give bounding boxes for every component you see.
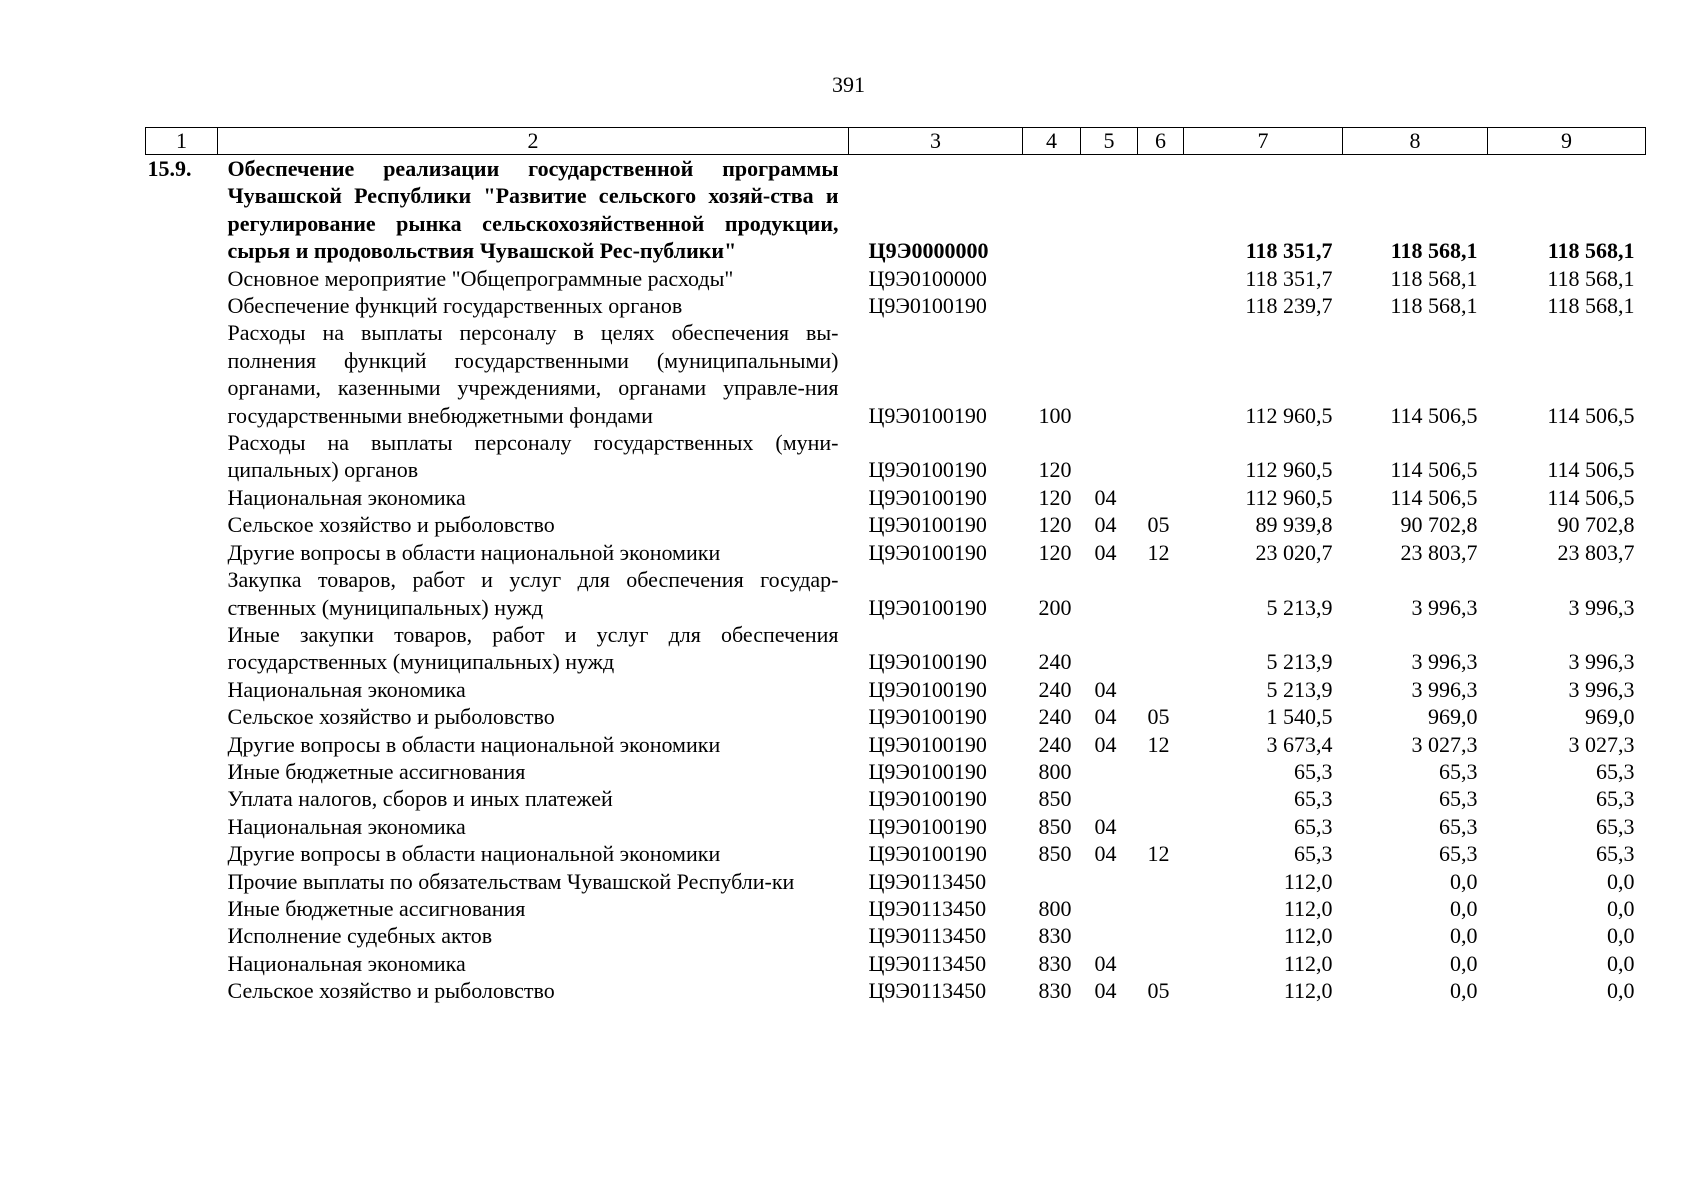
row-amount-col8: 90 702,8 (1400, 512, 1478, 538)
row-expense-type: 240 (1038, 704, 1072, 730)
row-number (146, 319, 218, 429)
row-amount-col8: 114 506,5 (1390, 484, 1478, 510)
row-amount-col7: 23 020,7 (1255, 539, 1333, 565)
table-body (146, 155, 1646, 1005)
row-number (146, 977, 218, 1004)
row-expense-type: 100 (1038, 402, 1072, 428)
row-amount-col9: 65,3 (1596, 841, 1635, 867)
row-amount-col8: 969,0 (1428, 704, 1478, 730)
row-code: Ц9Э0100190 (868, 758, 987, 784)
row-amount-col7: 5 213,9 (1266, 676, 1333, 702)
row-section (1081, 868, 1138, 895)
table-row (146, 292, 1646, 319)
header-cell: 9 (1488, 128, 1646, 155)
row-subsection: 12 (1147, 731, 1170, 757)
row-section: 04 (1094, 539, 1117, 565)
row-section (1081, 566, 1138, 621)
row-expense-type: 120 (1038, 539, 1072, 565)
row-expense-type: 120 (1038, 484, 1072, 510)
row-amount-col8: 114 506,5 (1390, 402, 1478, 428)
row-subsection: 12 (1147, 841, 1170, 867)
row-name: Основное мероприятие "Общепрограммные расходы" (227, 265, 734, 291)
table-row (146, 950, 1646, 977)
table-row (146, 977, 1646, 1004)
row-amount-col8: 0,0 (1450, 950, 1478, 976)
row-expense-type: 800 (1038, 895, 1072, 921)
row-amount-col9: 90 702,8 (1557, 512, 1635, 538)
row-amount-col9: 0,0 (1607, 978, 1635, 1004)
row-subsection (1138, 484, 1184, 511)
row-amount-col9: 3 996,3 (1568, 649, 1635, 675)
row-number (146, 950, 218, 977)
row-amount-col7: 65,3 (1294, 786, 1333, 812)
row-section: 04 (1094, 813, 1117, 839)
header-cell: 6 (1138, 128, 1184, 155)
row-amount-col8: 0,0 (1450, 978, 1478, 1004)
header-cell: 7 (1184, 128, 1343, 155)
row-name: Закупка товаров, работ и услуг для обеспечения государ-ственных (муниципальных) нужд (227, 567, 839, 620)
row-code: Ц9Э0100190 (868, 731, 987, 757)
row-subsection: 05 (1147, 978, 1170, 1004)
row-section (1081, 785, 1138, 812)
row-amount-col9: 0,0 (1607, 923, 1635, 949)
row-amount-col9: 118 568,1 (1547, 265, 1635, 291)
row-amount-col7: 112,0 (1283, 950, 1333, 976)
row-amount-col8: 65,3 (1439, 841, 1478, 867)
row-amount-col7: 112 960,5 (1245, 457, 1333, 483)
header-cell: 1 (146, 128, 218, 155)
row-amount-col9: 3 996,3 (1568, 594, 1635, 620)
row-amount-col8: 0,0 (1450, 895, 1478, 921)
row-amount-col9: 118 568,1 (1547, 238, 1635, 264)
row-amount-col9: 114 506,5 (1547, 484, 1635, 510)
row-code: Ц9Э0100190 (868, 786, 987, 812)
row-code: Ц9Э0100190 (868, 402, 987, 428)
row-amount-col7: 112,0 (1283, 868, 1333, 894)
table-row (146, 785, 1646, 812)
row-section (1081, 895, 1138, 922)
row-amount-col7: 1 540,5 (1266, 704, 1333, 730)
row-expense-type: 120 (1038, 512, 1072, 538)
row-amount-col9: 3 027,3 (1568, 731, 1635, 757)
row-name: Национальная экономика (227, 950, 466, 976)
row-amount-col8: 65,3 (1439, 758, 1478, 784)
page-number: 391 (832, 72, 865, 97)
row-amount-col7: 118 351,7 (1245, 238, 1333, 264)
row-subsection (1138, 319, 1184, 429)
row-name: Обеспечение функций государственных органов (227, 293, 683, 319)
row-code: Ц9Э0113450 (868, 868, 987, 894)
row-amount-col8: 118 568,1 (1390, 238, 1478, 264)
table-row (146, 731, 1646, 758)
row-code: Ц9Э0100190 (868, 841, 987, 867)
row-section: 04 (1094, 841, 1117, 867)
row-subsection (1138, 621, 1184, 676)
row-section: 04 (1094, 676, 1117, 702)
row-amount-col7: 5 213,9 (1266, 594, 1333, 620)
row-name: Иные бюджетные ассигнования (227, 895, 526, 921)
row-section: 04 (1094, 704, 1117, 730)
table-row (146, 566, 1646, 621)
row-amount-col8: 3 027,3 (1411, 731, 1478, 757)
row-code: Ц9Э0100190 (868, 512, 987, 538)
row-name: Другие вопросы в области национальной экономики (227, 731, 721, 757)
row-section: 04 (1094, 950, 1117, 976)
row-amount-col8: 118 568,1 (1390, 293, 1478, 319)
row-amount-col7: 112 960,5 (1245, 402, 1333, 428)
row-amount-col7: 65,3 (1294, 813, 1333, 839)
row-code: Ц9Э0113450 (868, 895, 987, 921)
row-number (146, 703, 218, 730)
table-row (146, 429, 1646, 484)
row-number (146, 813, 218, 840)
row-subsection (1138, 922, 1184, 949)
row-expense-type (1023, 265, 1081, 292)
row-amount-col8: 118 568,1 (1390, 265, 1478, 291)
row-name: Другие вопросы в области национальной экономики (227, 539, 721, 565)
table-row (146, 868, 1646, 895)
row-name: Сельское хозяйство и рыболовство (227, 704, 555, 730)
row-number (146, 429, 218, 484)
budget-table (145, 127, 1646, 1005)
row-name: Иные закупки товаров, работ и услуг для обеспечения государственных (муниципальных) нужд (227, 621, 839, 675)
row-number (146, 621, 218, 676)
row-code: Ц9Э0100190 (868, 484, 987, 510)
table-row (146, 155, 1646, 265)
table-row (146, 895, 1646, 922)
row-amount-col8: 65,3 (1439, 786, 1478, 812)
row-name: Сельское хозяйство и рыболовство (227, 978, 555, 1004)
row-amount-col9: 118 568,1 (1547, 293, 1635, 319)
row-subsection (1138, 155, 1184, 265)
row-name: Сельское хозяйство и рыболовство (227, 512, 555, 538)
row-expense-type (1023, 155, 1081, 265)
row-amount-col8: 0,0 (1450, 868, 1478, 894)
row-expense-type: 830 (1038, 923, 1072, 949)
row-amount-col9: 3 996,3 (1568, 676, 1635, 702)
row-code: Ц9Э0100190 (868, 293, 987, 319)
table-row (146, 265, 1646, 292)
table-row (146, 539, 1646, 566)
row-code: Ц9Э0100190 (868, 813, 987, 839)
row-amount-col9: 0,0 (1607, 868, 1635, 894)
row-code: Ц9Э0113450 (868, 923, 987, 949)
row-expense-type: 830 (1038, 978, 1072, 1004)
row-expense-type (1023, 292, 1081, 319)
row-subsection (1138, 950, 1184, 977)
row-code: Ц9Э0100190 (868, 649, 987, 675)
row-name: Обеспечение реализации государственной программы Чувашской Республики "Развитие сельского хозяй-ства и регулирование рынка сельскохозяйственной продукции, сырья и продовольствия Чувашской Рес-публики" (227, 156, 839, 264)
row-code: Ц9Э0100190 (868, 594, 987, 620)
row-number (146, 676, 218, 703)
header-cell: 4 (1023, 128, 1081, 155)
row-section (1081, 429, 1138, 484)
row-amount-col9: 114 506,5 (1547, 402, 1635, 428)
row-code: Ц9Э0100190 (868, 457, 987, 483)
row-amount-col8: 0,0 (1450, 923, 1478, 949)
row-number (146, 265, 218, 292)
row-section (1081, 319, 1138, 429)
row-section: 04 (1094, 978, 1117, 1004)
row-name: Прочие выплаты по обязательствам Чувашской Республи-ки (227, 868, 795, 894)
row-amount-col7: 65,3 (1294, 758, 1333, 784)
row-amount-col8: 65,3 (1439, 813, 1478, 839)
row-amount-col9: 0,0 (1607, 895, 1635, 921)
row-expense-type: 850 (1038, 786, 1072, 812)
row-section (1081, 155, 1138, 265)
row-number (146, 731, 218, 758)
row-amount-col7: 112,0 (1283, 923, 1333, 949)
row-code: Ц9Э0113450 (868, 950, 987, 976)
row-amount-col8: 23 803,7 (1400, 539, 1478, 565)
row-amount-col9: 65,3 (1596, 758, 1635, 784)
table-row (146, 922, 1646, 949)
row-amount-col9: 65,3 (1596, 786, 1635, 812)
row-subsection (1138, 868, 1184, 895)
row-expense-type: 120 (1038, 457, 1072, 483)
row-code: Ц9Э0100000 (868, 265, 987, 291)
row-number: 15.9. (147, 156, 192, 181)
row-name: Иные бюджетные ассигнования (227, 758, 526, 784)
table-row (146, 840, 1646, 867)
row-number (146, 785, 218, 812)
header-cell: 5 (1081, 128, 1138, 155)
row-name: Национальная экономика (227, 813, 466, 839)
row-amount-col8: 3 996,3 (1411, 649, 1478, 675)
header-cell: 2 (218, 128, 849, 155)
table-row (146, 319, 1646, 429)
row-amount-col7: 118 351,7 (1245, 265, 1333, 291)
row-expense-type: 240 (1038, 649, 1072, 675)
row-section: 04 (1094, 731, 1117, 757)
row-number (146, 511, 218, 538)
row-section (1081, 758, 1138, 785)
row-amount-col9: 0,0 (1607, 950, 1635, 976)
row-name: Национальная экономика (227, 484, 466, 510)
row-code: Ц9Э0100190 (868, 539, 987, 565)
row-section: 04 (1094, 484, 1117, 510)
row-code: Ц9Э0000000 (868, 238, 989, 264)
row-number (146, 868, 218, 895)
row-number (146, 566, 218, 621)
row-code: Ц9Э0100190 (868, 676, 987, 702)
row-section (1081, 922, 1138, 949)
row-expense-type: 850 (1038, 813, 1072, 839)
row-expense-type (1023, 868, 1081, 895)
row-amount-col8: 114 506,5 (1390, 457, 1478, 483)
header-cell: 3 (849, 128, 1023, 155)
table-row (146, 484, 1646, 511)
row-section (1081, 292, 1138, 319)
table-row (146, 676, 1646, 703)
row-subsection: 12 (1147, 539, 1170, 565)
table-row (146, 703, 1646, 730)
row-subsection (1138, 265, 1184, 292)
row-code: Ц9Э0100190 (868, 704, 987, 730)
row-expense-type: 240 (1038, 731, 1072, 757)
table-row (146, 511, 1646, 538)
row-subsection: 05 (1147, 704, 1170, 730)
row-section: 04 (1094, 512, 1117, 538)
row-number (146, 895, 218, 922)
row-amount-col9: 114 506,5 (1547, 457, 1635, 483)
row-expense-type: 850 (1038, 841, 1072, 867)
row-section (1081, 265, 1138, 292)
row-name: Исполнение судебных актов (227, 923, 493, 949)
row-expense-type: 800 (1038, 758, 1072, 784)
row-amount-col7: 3 673,4 (1266, 731, 1333, 757)
table-row (146, 758, 1646, 785)
row-expense-type: 240 (1038, 676, 1072, 702)
row-subsection (1138, 429, 1184, 484)
row-amount-col8: 3 996,3 (1411, 594, 1478, 620)
row-name: Национальная экономика (227, 676, 466, 702)
row-number (146, 922, 218, 949)
row-subsection (1138, 292, 1184, 319)
row-number (146, 484, 218, 511)
row-name: Расходы на выплаты персоналу государственных (муни-ципальных) органов (227, 430, 839, 483)
table-header-row (146, 128, 1646, 155)
row-amount-col7: 112 960,5 (1245, 484, 1333, 510)
row-expense-type: 200 (1038, 594, 1072, 620)
row-amount-col7: 112,0 (1283, 895, 1333, 921)
row-subsection (1138, 785, 1184, 812)
row-number (146, 840, 218, 867)
row-subsection (1138, 895, 1184, 922)
row-amount-col7: 118 239,7 (1245, 293, 1333, 319)
row-subsection (1138, 566, 1184, 621)
row-subsection (1138, 813, 1184, 840)
row-number (146, 539, 218, 566)
table-row (146, 621, 1646, 676)
row-subsection (1138, 676, 1184, 703)
row-amount-col9: 969,0 (1585, 704, 1635, 730)
header-cell: 8 (1343, 128, 1488, 155)
row-amount-col7: 89 939,8 (1255, 512, 1333, 538)
row-amount-col9: 23 803,7 (1557, 539, 1635, 565)
row-name: Другие вопросы в области национальной экономики (227, 841, 721, 867)
row-amount-col7: 65,3 (1294, 841, 1333, 867)
row-number (146, 292, 218, 319)
row-number (146, 758, 218, 785)
row-amount-col8: 3 996,3 (1411, 676, 1478, 702)
row-amount-col7: 5 213,9 (1266, 649, 1333, 675)
table-row (146, 813, 1646, 840)
row-name: Расходы на выплаты персоналу в целях обеспечения вы-полнения функций государственными (муниципальными) органами, казенными учреждениями, органами управле-ния государственными внебюджетными фондами (227, 320, 839, 428)
row-name: Уплата налогов, сборов и иных платежей (227, 786, 613, 812)
row-section (1081, 621, 1138, 676)
row-subsection (1138, 758, 1184, 785)
row-amount-col7: 112,0 (1283, 978, 1333, 1004)
row-code: Ц9Э0113450 (868, 978, 987, 1004)
row-subsection: 05 (1147, 512, 1170, 538)
row-expense-type: 830 (1038, 950, 1072, 976)
row-amount-col9: 65,3 (1596, 813, 1635, 839)
